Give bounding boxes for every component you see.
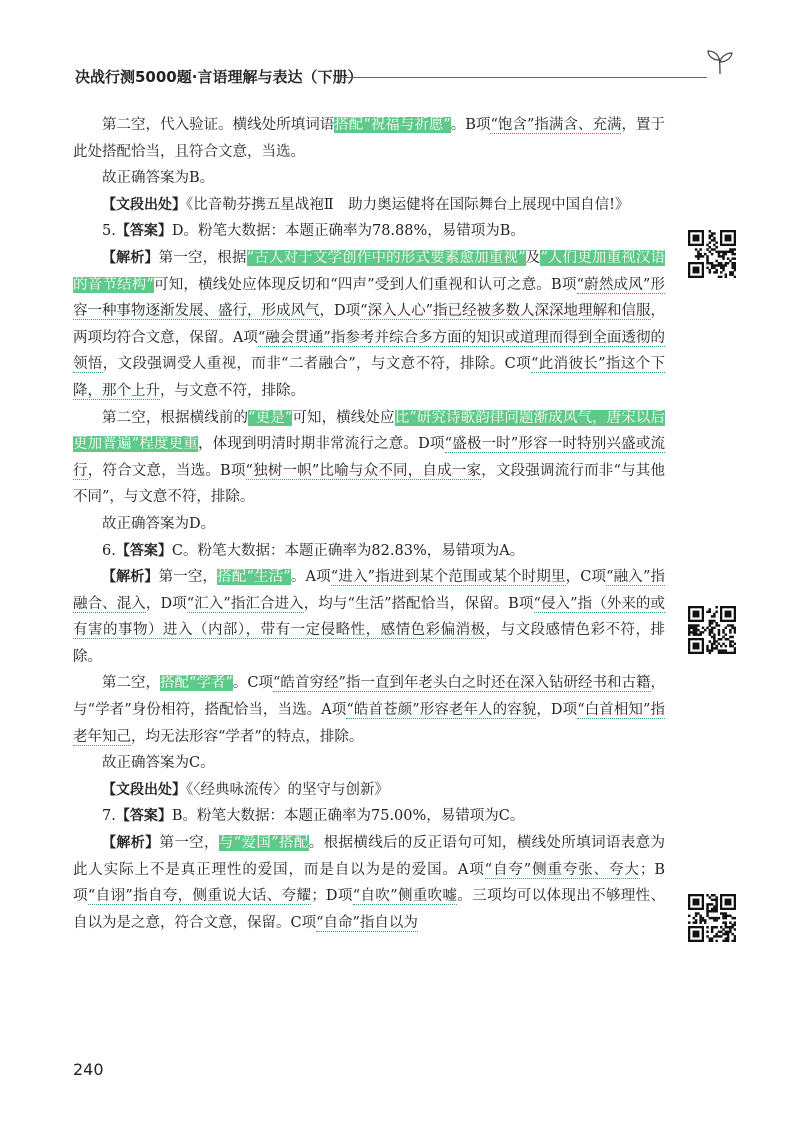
text: 及 <box>525 249 541 266</box>
answer-explanations <box>73 112 665 936</box>
text: 第一空， <box>159 835 219 852</box>
highlight: 搭配“生活” <box>217 569 291 586</box>
highlight: “古人对于文学创作中的形式要素愈加重视” <box>246 249 526 266</box>
analysis-tag: 【解析】 <box>102 569 159 586</box>
text: ，文段强调受人重视，而非“二者融合”，与文意不符，排除。C项 <box>102 356 531 373</box>
sprout-icon <box>705 48 735 76</box>
analysis-q5-blank1 <box>73 245 665 405</box>
answer-tag: 【答案】 <box>115 808 172 825</box>
text: ，文段强调流行而非“与其他不同”，与文意不符，排除。 <box>73 462 665 506</box>
qr-code-icon[interactable] <box>688 894 736 942</box>
underlined-definition: “此消彼长”指这个下降，那个上升 <box>73 356 666 399</box>
question-number: 6. <box>102 542 116 559</box>
highlight: 搭配“学者” <box>160 675 233 692</box>
analysis-q6-blank1 <box>73 564 665 670</box>
analysis-tag: 【解析】 <box>102 835 160 852</box>
answer-tag: 【答案】 <box>115 542 172 559</box>
underlined-definition: “自命”指自以为 <box>316 914 418 931</box>
text: ，D项 <box>536 702 578 719</box>
answer-text: C。粉笔大数据：本题正确率为82.83%，易错项为A。 <box>171 542 525 559</box>
underlined-definition: “蔚然成风”形容一种事物逐渐发展、盛行，形成风气 <box>73 276 665 320</box>
highlight: 搭配“祝福与祈愿” <box>334 117 451 133</box>
underlined-definition: “自诩”指自夸，侧重说大话、夸耀 <box>87 888 312 905</box>
text: 。三项均可以体现出不够理性、自以为是之意，符合文意，保留。C项 <box>73 888 666 931</box>
answer-text: D。粉笔大数据：本题正确率为78.88%，易错项为B。 <box>171 223 525 240</box>
question-number: 5. <box>102 223 116 240</box>
underlined-definition: “自夸”侧重夸张、夸大 <box>484 861 640 878</box>
text: 可知，横线处应 <box>292 409 395 426</box>
text: ，均与“生活”搭配恰当，保留。B项 <box>303 595 534 612</box>
conclusion-q5: 故正确答案为D。 <box>102 515 216 532</box>
text: 第一空，根据 <box>158 249 247 266</box>
text: ，体现到明清时期非常流行之意。D项 <box>197 436 445 453</box>
underlined-definition: “独树一帜”比喻与众不同，自成一家 <box>245 462 482 479</box>
qr-code-icon[interactable] <box>688 230 736 278</box>
answer-text: B。粉笔大数据：本题正确率为75.00%，易错项为C。 <box>171 808 525 825</box>
header-rule <box>343 77 707 78</box>
text: 。根据横线后的反正语句可知，横线处所填词语表意为此人实际上不是真正理性的爱国，而是自以为是的爱国。A项 <box>73 835 666 878</box>
text: 第一空， <box>158 569 218 586</box>
conclusion-q4: 故正确答案为B。 <box>102 170 215 187</box>
underlined-definition: “皓首苍颜”形容老年人的容貌 <box>346 702 537 719</box>
highlight: 与“爱国”搭配 <box>218 835 309 852</box>
underlined-definition: “侵入”指（外来的或有害的事物）进入（内部），带有一定侵略性，感情色彩偏消极 <box>73 595 665 639</box>
qr-code-icon[interactable] <box>688 606 736 654</box>
paragraph-q4-blank2 <box>73 112 665 165</box>
text: ，两项均符合文意，保留。A项 <box>73 303 665 346</box>
source-tag: 【文段出处】 <box>102 781 186 798</box>
book-title: 决战行测5000题·言语理解与表达（下册） <box>75 68 363 86</box>
highlight: “人们更加重视汉语的音节结构” <box>73 249 666 293</box>
underlined-definition: “饱含”指满含、充满 <box>490 117 622 133</box>
text: ，D项 <box>319 303 361 320</box>
underlined-definition: “深入人心”指已经被多数人深深地理解和信服 <box>360 303 651 320</box>
text: 第二空，代入验证。横线处所填词语 <box>102 117 335 133</box>
answer-tag: 【答案】 <box>115 223 172 240</box>
text: ，与文意不符，排除。 <box>160 382 305 399</box>
analysis-q6-blank2 <box>73 670 665 750</box>
source-q6 <box>73 777 665 804</box>
source-text: 《〈经典咏流传〉的坚守与创新》 <box>186 781 389 798</box>
text: 。B项 <box>450 117 491 133</box>
highlight: “更是” <box>248 409 293 426</box>
text: ，与文段感情色彩不符，排除。 <box>73 622 666 665</box>
conclusion-q6: 故正确答案为C。 <box>102 755 215 772</box>
highlight: 比“研究诗歌韵律问题渐成风气，唐宋以后更加普遍”程度更重 <box>73 409 665 453</box>
source-tag: 【文段出处】 <box>102 196 186 213</box>
page-number: 240 <box>73 1060 104 1079</box>
underlined-definition: “皓首穷经”指一直到年老头白之时还在深入钻研经书和古籍 <box>273 675 651 692</box>
underlined-definition: “融入”指融合、混入 <box>73 569 665 612</box>
analysis-q5-blank2 <box>73 405 665 511</box>
question-number: 7. <box>102 808 116 825</box>
underlined-definition: “进入”指进到某个范围或某个时期里 <box>330 569 566 586</box>
underlined-definition: “白首相知”指老年知己 <box>73 702 666 745</box>
underlined-definition: “汇入”指汇合进入 <box>186 595 304 612</box>
text: ；D项 <box>311 888 353 905</box>
source-q4 <box>73 192 665 219</box>
text: 可知，横线处应体现反切和“四声”受到人们重视和认可之意。B项 <box>153 276 577 293</box>
text: ，置于此处搭配恰当，且符合文意，当选。 <box>73 117 666 160</box>
answer-q6 <box>73 538 665 565</box>
text: 。A项 <box>290 569 331 586</box>
source-text: 《比音勒芬携五星战袍Ⅱ 助力奥运健将在国际舞台上展现中国自信!》 <box>186 196 630 213</box>
analysis-tag: 【解析】 <box>102 249 159 266</box>
answer-q7 <box>73 803 665 830</box>
underlined-definition: “融会贯通”指参考并综合多方面的知识或道理而得到全面透彻的领悟 <box>73 329 665 373</box>
text: ；B项 <box>73 861 665 905</box>
answer-q5 <box>73 218 665 245</box>
running-header <box>75 62 725 92</box>
analysis-q7-blank1 <box>73 830 665 936</box>
text: ，D项 <box>145 595 187 612</box>
underlined-definition: “自吹”侧重吹嘘 <box>352 888 458 905</box>
underlined-definition: “盛极一时”形容一时特别兴盛或流行 <box>73 436 665 479</box>
text: 第二空， <box>102 675 161 692</box>
text: ，与“学者”身份相符，搭配恰当，当选。A项 <box>73 675 665 719</box>
text: ，符合文意，当选。B项 <box>87 462 246 479</box>
text: 第二空，根据横线前的 <box>102 409 249 426</box>
text: 。C项 <box>232 675 274 692</box>
text: ，C项 <box>565 569 607 586</box>
text: ，均无法形容“学者”的特点，排除。 <box>131 728 364 745</box>
